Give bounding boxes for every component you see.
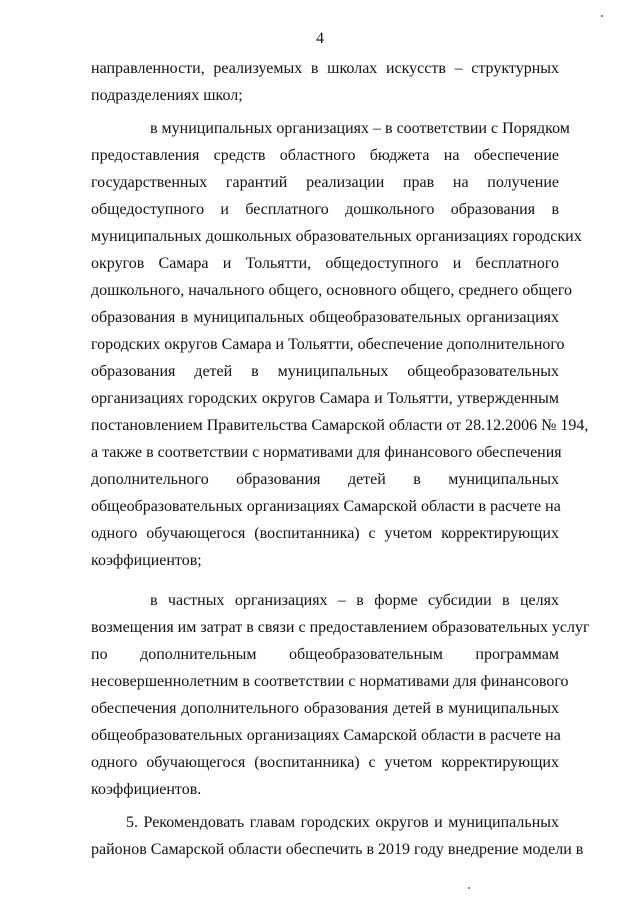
- text-line: одного обучающегося (воспитанника) с учетом корректирующих: [91, 525, 559, 542]
- text-line: обеспечения дополнительного образования детей в муниципальных: [91, 700, 559, 717]
- text-line: городских округов Самара и Тольятти, обеспечение дополнительного: [91, 336, 565, 353]
- paragraph: [91, 813, 584, 867]
- text-line: несовершеннолетним в соответствии с нормативами для финансового: [91, 673, 569, 690]
- scan-dot: [601, 15, 603, 17]
- text-line: предоставления средств областного бюджета на обеспечение: [91, 147, 559, 164]
- text-line: коэффициентов;: [91, 552, 202, 569]
- paragraph: [91, 59, 559, 113]
- text-line: образования детей в муниципальных общеобразовательных: [91, 363, 559, 380]
- text-line: районов Самарской области обеспечить в 2019 году внедрение модели в: [91, 841, 584, 858]
- scan-dot: [468, 887, 470, 889]
- text-line: в частных организациях – в форме субсидии в целях: [150, 592, 559, 609]
- text-line: дошкольного, начального общего, основного общего, среднего общего: [91, 282, 573, 299]
- text-line: в муниципальных организациях – в соответствии с Порядком: [150, 120, 570, 137]
- text-line: округов Самара и Тольятти, общедоступного и бесплатного: [91, 255, 559, 272]
- text-line: 5. Рекомендовать главам городских округов и муниципальных: [126, 814, 559, 831]
- text-line: дополнительного образования детей в муниципальных: [91, 471, 559, 488]
- paragraph: [91, 119, 589, 578]
- text-line: образования в муниципальных общеобразовательных организациях: [91, 309, 559, 326]
- page-number: 4: [316, 30, 324, 47]
- text-line: направленности, реализуемых в школах искусств – структурных: [91, 60, 559, 77]
- text-line: общеобразовательных организациях Самарской области в расчете на: [91, 727, 561, 744]
- paragraph: [91, 591, 590, 807]
- text-line: коэффициентов.: [91, 781, 202, 798]
- text-line: постановлением Правительства Самарской области от 28.12.2006 № 194,: [91, 417, 589, 434]
- text-line: одного обучающегося (воспитанника) с учетом корректирующих: [91, 754, 559, 771]
- text-line: организациях городских округов Самара и Тольятти, утвержденным: [91, 390, 559, 407]
- text-line: муниципальных дошкольных образовательных организациях городских: [91, 228, 582, 245]
- text-line: а также в соответствии с нормативами для финансового обеспечения: [91, 444, 562, 461]
- text-line: общеобразовательных организациях Самарской области в расчете на: [91, 498, 561, 515]
- text-line: по дополнительным общеобразовательным программам: [91, 646, 559, 663]
- text-line: подразделениях школ;: [91, 87, 243, 104]
- text-line: возмещения им затрат в связи с предоставлением образовательных услуг: [91, 619, 590, 636]
- document-body: [91, 59, 590, 867]
- text-line: государственных гарантий реализации прав на получение: [91, 174, 559, 191]
- text-line: общедоступного и бесплатного дошкольного образования в: [91, 201, 559, 218]
